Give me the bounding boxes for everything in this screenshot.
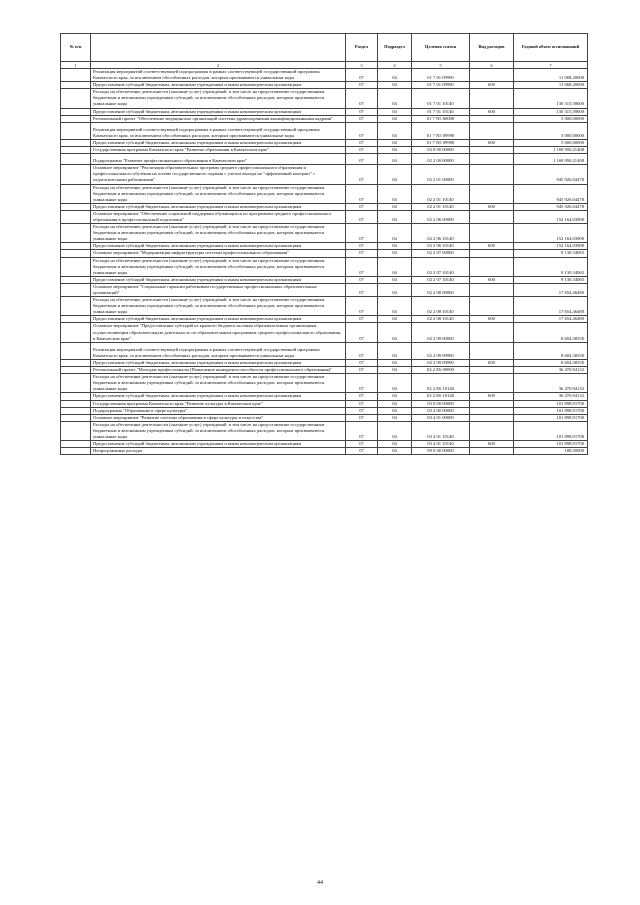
row-expense-type-cell: 600	[470, 359, 514, 366]
row-name-cell: Непрограммные расходы	[91, 448, 346, 455]
row-podrazdel-cell: 04	[378, 441, 412, 448]
table-header-row	[61, 34, 588, 62]
row-amount-cell: 36 470,94132	[514, 367, 588, 374]
table-row	[61, 367, 588, 374]
row-article-cell: 01 7 01 10140	[412, 108, 470, 115]
row-expense-type-cell: 600	[470, 243, 514, 250]
row-number-cell	[61, 407, 91, 414]
row-expense-type-cell	[470, 257, 514, 276]
row-number-cell	[61, 203, 91, 210]
table-body	[61, 69, 588, 455]
row-number-cell	[61, 154, 91, 165]
row-amount-cell: 36 470,94132	[514, 393, 588, 400]
row-number-cell	[61, 359, 91, 366]
table-row	[61, 407, 588, 414]
row-expense-type-cell	[470, 283, 514, 296]
row-name-cell: Расходы на обеспечение деятельности (оказание услуг) учреждений, в том числе на предоставление государственным бюджетным и автономным учреждениям субсидий, за исключением обособленных расходов, которым присваиваются уникальные коды	[91, 89, 346, 108]
table-row	[61, 316, 588, 323]
row-number-cell	[61, 165, 91, 184]
row-amount-cell: 5 000,00000	[514, 122, 588, 139]
row-razdel-cell: 07	[346, 414, 378, 421]
table-row	[61, 393, 588, 400]
row-podrazdel-cell: 04	[378, 393, 412, 400]
row-podrazdel-cell: 04	[378, 108, 412, 115]
row-expense-type-cell	[470, 342, 514, 359]
row-expense-type-cell	[470, 154, 514, 165]
row-name-cell: Реализация мероприятий соответствующей подпрограммы в рамках соответствующей государственной программы Камчатского края, за исключением обособленных расходов, которым присваиваются уникальные коды	[91, 342, 346, 359]
row-amount-cell: 1 169 950,21408	[514, 154, 588, 165]
row-expense-type-cell	[470, 323, 514, 342]
row-podrazdel-cell: 04	[378, 184, 412, 203]
row-podrazdel-cell: 04	[378, 243, 412, 250]
row-name-cell: Расходы на обеспечение деятельности (оказание услуг) учреждений, в том числе на предоставление государственным бюджетным и автономным учреждениям субсидий, за исключением обособленных расходов, которым присваиваются уникальные коды	[91, 421, 346, 440]
row-razdel-cell: 07	[346, 407, 378, 414]
table-row	[61, 359, 588, 366]
table-row	[61, 297, 588, 316]
row-amount-cell: 17 654,46480	[514, 297, 588, 316]
row-podrazdel-cell: 04	[378, 367, 412, 374]
row-podrazdel-cell: 04	[378, 257, 412, 276]
row-name-cell: Государственная программа Камчатского края "Развитие образования в Камчатском крае"	[91, 147, 346, 154]
row-podrazdel-cell: 04	[378, 407, 412, 414]
row-podrazdel-cell: 04	[378, 147, 412, 154]
row-amount-cell: 101 898,91700	[514, 414, 588, 421]
row-podrazdel-cell: 04	[378, 203, 412, 210]
row-number-cell	[61, 421, 91, 440]
row-name-cell: Региональный проект "Обеспечение медицинских организаций системы здравоохранения квалифицированными кадрами"	[91, 115, 346, 122]
row-amount-cell: 945 926,04478	[514, 203, 588, 210]
row-name-cell: Основное мероприятие "Предоставление субсидий из краевого бюджета частным образовательным организациям, осуществляющим образовательную деятельность по образовательным программам среднего профессионального образования, в Камчатском крае"	[91, 323, 346, 342]
row-number-cell	[61, 82, 91, 89]
row-razdel-cell: 07	[346, 243, 378, 250]
row-amount-cell: 101 898,91700	[514, 407, 588, 414]
row-amount-cell: 9 130,34065	[514, 250, 588, 257]
row-number-cell	[61, 323, 91, 342]
row-podrazdel-cell: 04	[378, 297, 412, 316]
row-number-cell	[61, 139, 91, 146]
row-name-cell: Основное мероприятие "Модернизация инфраструктуры системы профессионального образования"	[91, 250, 346, 257]
row-razdel-cell: 07	[346, 115, 378, 122]
row-number-cell	[61, 184, 91, 203]
row-article-cell: 03 0 00 00000	[412, 400, 470, 407]
row-name-cell: Предоставление субсидий бюджетным, автономным учреждениям и иным некоммерческим организациям	[91, 243, 346, 250]
row-razdel-cell: 07	[346, 297, 378, 316]
row-article-cell: 03 4 01 00000	[412, 414, 470, 421]
row-number-cell	[61, 89, 91, 108]
row-expense-type-cell: 600	[470, 441, 514, 448]
row-razdel-cell: 07	[346, 283, 378, 296]
table-row	[61, 115, 588, 122]
row-razdel-cell: 07	[346, 203, 378, 210]
row-razdel-cell: 07	[346, 257, 378, 276]
row-name-cell: Реализация мероприятий соответствующей подпрограммы в рамках соответствующей государственной программы Камчатского края, за исключением обособленных расходов, которым присваиваются уникальные коды	[91, 122, 346, 139]
row-amount-cell: 36 470,94132	[514, 374, 588, 393]
row-expense-type-cell	[470, 147, 514, 154]
row-amount-cell: 101 898,91700	[514, 421, 588, 440]
row-expense-type-cell: 600	[470, 82, 514, 89]
row-article-cell: 02 2 06 00000	[412, 210, 470, 223]
row-name-cell: Подпрограмма "Развитие профессионального образования в Камчатском крае"	[91, 154, 346, 165]
row-article-cell: 02 2 07 10140	[412, 276, 470, 283]
row-podrazdel-cell: 04	[378, 154, 412, 165]
header-name	[91, 34, 346, 62]
row-expense-type-cell	[470, 69, 514, 82]
row-amount-cell: 152 164,03900	[514, 243, 588, 250]
row-podrazdel-cell: 04	[378, 122, 412, 139]
row-amount-cell: 945 926,04478	[514, 165, 588, 184]
row-article-cell: 02 2 E6 00000	[412, 367, 470, 374]
row-name-cell: Предоставление субсидий бюджетным, автономным учреждениям и иным некоммерческим организациям	[91, 139, 346, 146]
table-row	[61, 210, 588, 223]
budget-table-sheet	[60, 33, 587, 455]
row-podrazdel-cell: 04	[378, 342, 412, 359]
row-podrazdel-cell: 04	[378, 283, 412, 296]
row-article-cell: 02 2 08 10140	[412, 297, 470, 316]
header-podrazdel: Подраздел	[378, 34, 412, 62]
row-article-cell: 02 2 07 00000	[412, 250, 470, 257]
table-row	[61, 108, 588, 115]
row-amount-cell: 5 000,00000	[514, 139, 588, 146]
row-amount-cell: 17 654,46480	[514, 283, 588, 296]
row-article-cell: 02 2 01 10140	[412, 203, 470, 210]
row-article-cell: 01 7 N5 09990	[412, 139, 470, 146]
row-number-cell	[61, 393, 91, 400]
row-expense-type-cell	[470, 224, 514, 243]
row-amount-cell: 11 068,20000	[514, 69, 588, 82]
row-number-cell	[61, 448, 91, 455]
row-expense-type-cell: 600	[470, 316, 514, 323]
table-row	[61, 69, 588, 82]
row-number-cell	[61, 441, 91, 448]
row-podrazdel-cell: 04	[378, 210, 412, 223]
row-razdel-cell: 07	[346, 359, 378, 366]
row-article-cell: 02 2 E6 10140	[412, 374, 470, 393]
row-expense-type-cell	[470, 122, 514, 139]
row-name-cell: Предоставление субсидий бюджетным, автономным учреждениям и иным некоммерческим организациям	[91, 393, 346, 400]
table-row	[61, 184, 588, 203]
row-razdel-cell: 07	[346, 421, 378, 440]
row-expense-type-cell	[470, 115, 514, 122]
row-razdel-cell: 07	[346, 139, 378, 146]
header-razdel: Раздел	[346, 34, 378, 62]
row-name-cell: Расходы на обеспечение деятельности (оказание услуг) учреждений, в том числе на предоставление государственным бюджетным и автономным учреждениям субсидий, за исключением обособленных расходов, которым присваиваются уникальные коды	[91, 257, 346, 276]
table-row	[61, 224, 588, 243]
row-name-cell: Предоставление субсидий бюджетным, автономным учреждениям и иным некоммерческим организациям	[91, 441, 346, 448]
row-number-cell	[61, 316, 91, 323]
column-number: 2	[91, 62, 346, 69]
row-amount-cell: 8 604,38350	[514, 342, 588, 359]
row-article-cell: 03 4 01 10140	[412, 441, 470, 448]
header-expense-type: Вид расходов	[470, 34, 514, 62]
row-number-cell	[61, 147, 91, 154]
column-number: 5	[412, 62, 470, 69]
row-name-cell: Предоставление субсидий бюджетным, автономным учреждениям и иным некоммерческим организациям	[91, 316, 346, 323]
column-number: 6	[470, 62, 514, 69]
row-article-cell: 03 4 00 00000	[412, 407, 470, 414]
row-article-cell: 02 2 09 09990	[412, 342, 470, 359]
row-expense-type-cell	[470, 210, 514, 223]
row-expense-type-cell	[470, 250, 514, 257]
row-razdel-cell: 07	[346, 316, 378, 323]
row-amount-cell: 101 898,91700	[514, 441, 588, 448]
table-row	[61, 441, 588, 448]
row-number-cell	[61, 224, 91, 243]
row-podrazdel-cell: 04	[378, 421, 412, 440]
column-number: 3	[346, 62, 378, 69]
row-article-cell: 01 7 N5 00000	[412, 115, 470, 122]
row-article-cell: 02 2 00 00000	[412, 154, 470, 165]
table-row	[61, 89, 588, 108]
table-row	[61, 323, 588, 342]
row-expense-type-cell: 600	[470, 139, 514, 146]
row-razdel-cell: 07	[346, 448, 378, 455]
row-razdel-cell: 07	[346, 210, 378, 223]
table-row	[61, 165, 588, 184]
row-razdel-cell: 07	[346, 184, 378, 203]
row-podrazdel-cell: 04	[378, 316, 412, 323]
row-razdel-cell: 07	[346, 89, 378, 108]
row-article-cell: 02 0 00 00000	[412, 147, 470, 154]
row-razdel-cell: 07	[346, 165, 378, 184]
row-expense-type-cell	[470, 400, 514, 407]
row-number-cell	[61, 210, 91, 223]
table-row	[61, 342, 588, 359]
table-row	[61, 400, 588, 407]
row-expense-type-cell	[470, 297, 514, 316]
table-row	[61, 421, 588, 440]
row-expense-type-cell	[470, 374, 514, 393]
row-podrazdel-cell: 04	[378, 448, 412, 455]
row-name-cell: Реализация мероприятий соответствующей подпрограммы в рамках соответствующей государственной программы Камчатского края, за исключением обособленных расходов, которым присваиваются уникальные коды	[91, 69, 346, 82]
table-row	[61, 147, 588, 154]
row-name-cell: Расходы на обеспечение деятельности (оказание услуг) учреждений, в том числе на предоставление государственным бюджетным и автономным учреждениям субсидий, за исключением обособленных расходов, которым присваиваются уникальные коды	[91, 374, 346, 393]
row-expense-type-cell	[470, 367, 514, 374]
table-row	[61, 122, 588, 139]
row-podrazdel-cell: 04	[378, 224, 412, 243]
table-row	[61, 203, 588, 210]
row-podrazdel-cell: 04	[378, 165, 412, 184]
row-name-cell: Основное мероприятие "Социальные гарантии работникам государственных профессиональных образовательных организаций"	[91, 283, 346, 296]
row-amount-cell: 945 926,04478	[514, 184, 588, 203]
row-podrazdel-cell: 04	[378, 359, 412, 366]
row-amount-cell: 130 315,58600	[514, 89, 588, 108]
row-article-cell: 02 2 E6 10140	[412, 393, 470, 400]
row-razdel-cell: 07	[346, 147, 378, 154]
row-expense-type-cell	[470, 89, 514, 108]
row-razdel-cell: 07	[346, 393, 378, 400]
row-podrazdel-cell: 04	[378, 400, 412, 407]
row-number-cell	[61, 122, 91, 139]
row-number-cell	[61, 400, 91, 407]
row-razdel-cell: 07	[346, 108, 378, 115]
table-row	[61, 374, 588, 393]
row-article-cell: 02 2 09 00000	[412, 323, 470, 342]
row-podrazdel-cell: 04	[378, 250, 412, 257]
row-razdel-cell: 07	[346, 441, 378, 448]
row-article-cell: 01 7 N5 09990	[412, 122, 470, 139]
row-amount-cell: 9 130,34065	[514, 276, 588, 283]
row-name-cell: Подпрограмма "Образование в сфере культуры"	[91, 407, 346, 414]
row-number-cell	[61, 250, 91, 257]
row-name-cell: Расходы на обеспечение деятельности (оказание услуг) учреждений, в том числе на предоставление государственным бюджетным и автономным учреждениям субсидий, за исключением обособленных расходов, которым присваиваются уникальные коды	[91, 224, 346, 243]
row-number-cell	[61, 276, 91, 283]
row-number-cell	[61, 69, 91, 82]
row-article-cell: 02 2 06 10140	[412, 243, 470, 250]
header-target-article: Целевая статья	[412, 34, 470, 62]
row-name-cell: Основное мероприятие "Обеспечение социальной поддержки обучающихся по программам среднего профессионального образования в профессиональной подготовки"	[91, 210, 346, 223]
row-podrazdel-cell: 04	[378, 115, 412, 122]
row-podrazdel-cell: 04	[378, 374, 412, 393]
row-razdel-cell: 07	[346, 367, 378, 374]
row-name-cell: Основное мероприятие "Реализация образовательных программ среднего профессионального образования и профессионального обучения на основе государственного задания с учетом выхода на "эффективный контракт" с педагогическими работниками"	[91, 165, 346, 184]
row-amount-cell: 8 604,38350	[514, 323, 588, 342]
row-amount-cell: 17 654,46480	[514, 316, 588, 323]
row-number-cell	[61, 283, 91, 296]
row-razdel-cell: 07	[346, 69, 378, 82]
row-podrazdel-cell: 04	[378, 89, 412, 108]
column-number: 4	[378, 62, 412, 69]
row-razdel-cell: 07	[346, 250, 378, 257]
row-expense-type-cell: 600	[470, 393, 514, 400]
row-razdel-cell: 07	[346, 154, 378, 165]
row-name-cell: Расходы на обеспечение деятельности (оказание услуг) учреждений, в том числе на предоставление государственным бюджетным и автономным учреждениям субсидий, за исключением обособленных расходов, которым присваиваются уникальные коды	[91, 184, 346, 203]
row-number-cell	[61, 414, 91, 421]
row-expense-type-cell: 600	[470, 276, 514, 283]
row-article-cell: 02 2 01 10140	[412, 184, 470, 203]
table-row	[61, 82, 588, 89]
row-podrazdel-cell: 04	[378, 414, 412, 421]
row-amount-cell: 101 898,91700	[514, 400, 588, 407]
row-razdel-cell: 07	[346, 323, 378, 342]
column-number: 1	[61, 62, 91, 69]
row-article-cell: 03 4 01 10140	[412, 421, 470, 440]
row-name-cell: Региональный проект "Молодые профессионалы (Повышение конкурентоспособности профессионального образования)"	[91, 367, 346, 374]
row-article-cell: 01 7 01 10140	[412, 89, 470, 108]
row-article-cell: 02 2 01 00000	[412, 165, 470, 184]
row-expense-type-cell	[470, 448, 514, 455]
row-podrazdel-cell: 04	[378, 69, 412, 82]
table-row	[61, 276, 588, 283]
row-name-cell: Предоставление субсидий бюджетным, автономным учреждениям и иным некоммерческим организациям	[91, 359, 346, 366]
budget-table	[60, 33, 588, 455]
table-row	[61, 414, 588, 421]
table-row	[61, 154, 588, 165]
row-podrazdel-cell: 04	[378, 276, 412, 283]
row-amount-cell: 11 068,20000	[514, 82, 588, 89]
row-number-cell	[61, 297, 91, 316]
row-number-cell	[61, 257, 91, 276]
row-name-cell: Предоставление субсидий бюджетным, автономным учреждениям и иным некоммерческим организациям	[91, 82, 346, 89]
row-amount-cell: 9 130,34065	[514, 257, 588, 276]
table-row	[61, 250, 588, 257]
row-article-cell: 02 2 08 00000	[412, 283, 470, 296]
table-row	[61, 257, 588, 276]
row-expense-type-cell	[470, 184, 514, 203]
row-name-cell: Основное мероприятие "Развитие системы образования в сфере культуры и искусства"	[91, 414, 346, 421]
row-expense-type-cell: 600	[470, 108, 514, 115]
row-article-cell: 02 2 08 10140	[412, 316, 470, 323]
row-amount-cell: 152 164,03900	[514, 224, 588, 243]
table-row	[61, 448, 588, 455]
row-article-cell: 01 7 01 09990	[412, 82, 470, 89]
row-name-cell: Предоставление субсидий бюджетным, автономным учреждениям и иным некоммерческим организациям	[91, 203, 346, 210]
header-annual-amount: Годовой объем ассигнований	[514, 34, 588, 62]
table-row	[61, 243, 588, 250]
row-article-cell: 01 7 01 09990	[412, 69, 470, 82]
row-name-cell: Предоставление субсидий бюджетным, автономным учреждениям и иным некоммерческим организациям	[91, 276, 346, 283]
page-number: 44	[317, 880, 323, 886]
row-number-cell	[61, 374, 91, 393]
row-amount-cell: 188,50000	[514, 448, 588, 455]
row-razdel-cell: 07	[346, 400, 378, 407]
row-amount-cell: 152 164,03900	[514, 210, 588, 223]
table-row	[61, 139, 588, 146]
row-amount-cell: 1 169 950,21408	[514, 147, 588, 154]
column-number-row	[61, 62, 588, 69]
column-number: 7	[514, 62, 588, 69]
row-razdel-cell: 07	[346, 224, 378, 243]
row-article-cell: 99 0 00 00000	[412, 448, 470, 455]
row-razdel-cell: 07	[346, 342, 378, 359]
row-name-cell: Предоставление субсидий бюджетным, автономным учреждениям и иным некоммерческим организациям	[91, 108, 346, 115]
row-name-cell: Государственная программа Камчатского края "Развитие культуры в Камчатском крае"	[91, 400, 346, 407]
row-article-cell: 02 2 07 10140	[412, 257, 470, 276]
table-row	[61, 283, 588, 296]
row-razdel-cell: 07	[346, 374, 378, 393]
row-number-cell	[61, 108, 91, 115]
row-number-cell	[61, 367, 91, 374]
row-name-cell: Расходы на обеспечение деятельности (оказание услуг) учреждений, в том числе на предоставление государственным бюджетным и автономным учреждениям субсидий, за исключением обособленных расходов, которым присваиваются уникальные коды	[91, 297, 346, 316]
row-amount-cell: 8 604,38350	[514, 359, 588, 366]
header-number: № п/п	[61, 34, 91, 62]
row-expense-type-cell: 600	[470, 203, 514, 210]
row-podrazdel-cell: 04	[378, 82, 412, 89]
row-expense-type-cell	[470, 414, 514, 421]
row-number-cell	[61, 115, 91, 122]
row-podrazdel-cell: 04	[378, 323, 412, 342]
row-podrazdel-cell: 04	[378, 139, 412, 146]
row-razdel-cell: 07	[346, 82, 378, 89]
row-number-cell	[61, 243, 91, 250]
row-article-cell: 02 2 09 09990	[412, 359, 470, 366]
row-article-cell: 02 2 06 10140	[412, 224, 470, 243]
row-expense-type-cell	[470, 407, 514, 414]
row-razdel-cell: 07	[346, 122, 378, 139]
row-amount-cell: 130 315,58600	[514, 108, 588, 115]
row-razdel-cell: 07	[346, 276, 378, 283]
row-expense-type-cell	[470, 421, 514, 440]
row-expense-type-cell	[470, 165, 514, 184]
row-amount-cell: 5 000,00000	[514, 115, 588, 122]
row-number-cell	[61, 342, 91, 359]
